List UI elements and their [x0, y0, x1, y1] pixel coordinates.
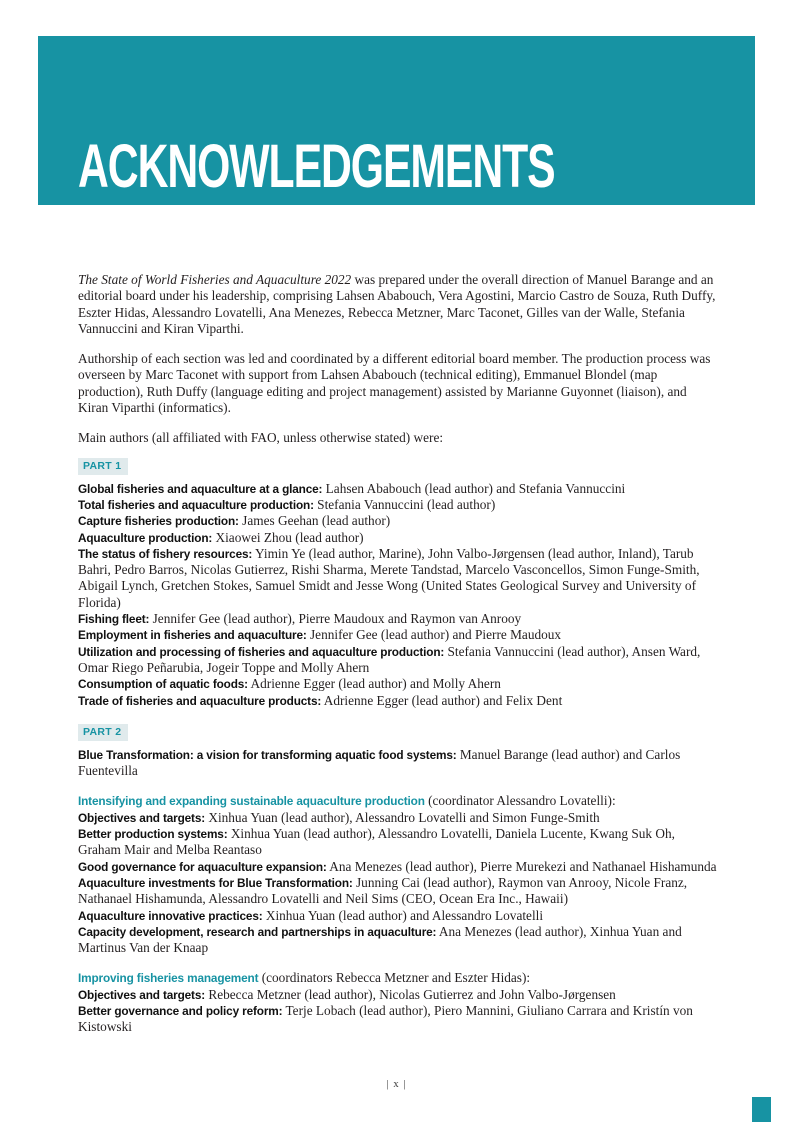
credit-entry [78, 530, 717, 546]
group-heading-tail: (coordinators Rebecca Metzner and Eszter Hidas): [258, 970, 531, 986]
credit-label: Fishing fleet: [78, 612, 150, 627]
credit-label: Objectives and targets: [78, 987, 206, 1002]
page-thumb-tab [752, 1097, 771, 1122]
part-2-section [78, 723, 717, 1036]
credit-label: Consumption of aquatic foods: [78, 677, 248, 692]
intro-paragraph-1 [78, 272, 717, 337]
credit-label: Aquaculture investments for Blue Transformation: [78, 875, 353, 890]
part-1-section [78, 457, 717, 709]
credit-text: Rebecca Metzner (lead author), Nicolas Gutierrez and John Valbo-Jørgensen [205, 986, 616, 1002]
credit-text: Adrienne Egger (lead author) and Molly Ahern [247, 676, 501, 692]
report-title-italic: The State of World Fisheries and Aquaculture 2022 [78, 272, 352, 287]
credit-entry [78, 826, 717, 859]
credit-text: Ana Menezes (lead author), Pierre Murekezi and Nathanael Hishamunda [326, 858, 717, 874]
credit-text: Xinhua Yuan (lead author) and Alessandro Lovatelli [262, 907, 544, 923]
credit-entry [78, 546, 717, 611]
fisheries-management-group-entries [78, 987, 717, 1036]
group-heading [78, 970, 717, 986]
credit-entry [78, 908, 717, 924]
group-heading [78, 793, 717, 809]
credit-entry [78, 497, 717, 513]
credit-entry [78, 481, 717, 497]
credit-label: Utilization and processing of fisheries and aquaculture production: [78, 644, 445, 659]
credit-entry [78, 747, 717, 780]
credit-entry [78, 513, 717, 529]
group-heading-label: Improving fisheries management [78, 971, 259, 986]
credit-entry [78, 693, 717, 709]
credit-text: Yimin Ye (lead author, Marine), John Valbo-Jørgensen (lead author, Inland), Tarub Bahri, Pedro Barros, Nicolas Gutierrez, Rishi Sharma, Merete Tandstad, Marcelo Vasconcellos, Simon Funge-Smith, Abigail Lynch, Gretchen Stokes, Samuel Smidt and Jesse Wong (United States Geological Survey and University of Florida) [78, 545, 700, 610]
credit-text: Stefania Vannuccini (lead author), Ansen Ward, Omar Riego Peñarubia, Jogeir Toppe and Molly Ahern [78, 643, 701, 675]
credit-label: Aquaculture production: [78, 530, 213, 545]
credit-label: Total fisheries and aquaculture production: [78, 497, 314, 512]
credit-entry [78, 924, 717, 957]
part-2-entries [78, 747, 717, 780]
credit-text: Jennifer Gee (lead author), Pierre Maudoux and Raymon van Anrooy [149, 611, 522, 627]
credit-label: Objectives and targets: [78, 810, 206, 825]
part-1-entries [78, 481, 717, 709]
page-number: | x | [386, 1079, 407, 1090]
credit-entry [78, 676, 717, 692]
credit-text: Ana Menezes (lead author), Xinhua Yuan and Martinus Van der Knaap [78, 923, 682, 956]
credit-entry [78, 875, 717, 908]
credit-text: Xinhua Yuan (lead author), Alessandro Lovatelli and Simon Funge-Smith [205, 809, 600, 825]
credit-label: Better governance and policy reform: [78, 1003, 283, 1018]
credit-label: Capture fisheries production: [78, 514, 239, 529]
credit-text: Terje Lobach (lead author), Piero Mannini, Giuliano Carrara and Kristín von Kistowski [78, 1002, 693, 1035]
page-title: ACKNOWLEDGEMENTS [78, 132, 555, 200]
credit-label: Good governance for aquaculture expansion: [78, 859, 327, 874]
credit-text: Xiaowei Zhou (lead author) [212, 529, 364, 545]
credit-entry [78, 810, 717, 826]
credit-label: Blue Transformation: a vision for transforming aquatic food systems: [78, 747, 457, 762]
credit-label: Aquaculture innovative practices: [78, 908, 263, 923]
aquaculture-group [78, 793, 717, 956]
credit-text: Adrienne Egger (lead author) and Felix Dent [321, 692, 563, 708]
intro-paragraph-2: Authorship of each section was led and coordinated by a different editorial board member. The production process was overseen by Marc Taconet with support from Lahsen Ababouch (technical editing), Emmanuel Blondel (map production), Ruth Duffy (language editing and project management) assisted by Marianne Guyonnet (liaison), and Kiran Viparthi (informatics). [78, 351, 711, 416]
part-2-badge: PART 2 [78, 724, 128, 741]
credit-text: James Geehan (lead author) [238, 513, 391, 529]
credit-entry [78, 987, 717, 1003]
credit-label: Employment in fisheries and aquaculture: [78, 628, 307, 643]
chapter-banner [38, 36, 755, 205]
credit-entry [78, 611, 717, 627]
intro-paragraph-3: Main authors (all affiliated with FAO, unless otherwise stated) were: [78, 430, 444, 446]
credit-label: Capacity development, research and partnerships in aquaculture: [78, 924, 437, 939]
credit-label: Trade of fisheries and aquaculture products: [78, 693, 322, 708]
credit-label: The status of fishery resources: [78, 546, 253, 561]
credit-entry [78, 644, 717, 677]
credit-text: Stefania Vannuccini (lead author) [313, 496, 496, 512]
intro-paragraph-1-text: was prepared under the overall direction of Manuel Barange and an editorial board under his leadership, comprising Lahsen Ababouch, Vera Agostini, Marcio Castro de Souza, Ruth Duffy, Eszter Hidas, Alessandro Lovatelli, Ana Menezes, Rebecca Metzner, Marc Taconet, Gilles van der Walle, Stefania Vannuccini and Kiran Viparthi. [78, 272, 716, 336]
group-heading-label: Intensifying and expanding sustainable aquaculture production [78, 794, 425, 809]
credit-text: Jennifer Gee (lead author) and Pierre Maudoux [306, 627, 562, 643]
part-1-badge: PART 1 [78, 458, 128, 475]
group-heading-tail: (coordinator Alessandro Lovatelli): [424, 793, 616, 809]
credit-entry [78, 859, 717, 875]
credit-text: Xinhua Yuan (lead author), Alessandro Lovatelli, Daniela Lucente, Kwang Suk Oh, Graham Mair and Melba Reantaso [78, 826, 675, 858]
credit-label: Global fisheries and aquaculture at a glance: [78, 481, 323, 496]
credit-text: Junning Cai (lead author), Raymon van Anrooy, Nicole Franz, Nathanael Hishamunda, Alessandro Lovatelli and Neil Sims (CEO, Ocean Era Inc., Hawaii) [78, 874, 688, 907]
credit-text: Manuel Barange (lead author) and Carlos Fuentevilla [78, 746, 681, 779]
page-content [78, 272, 717, 1050]
fisheries-management-group [78, 970, 717, 1035]
credit-text: Lahsen Ababouch (lead author) and Stefania Vannuccini [322, 480, 626, 496]
credit-entry [78, 1003, 717, 1036]
credit-entry [78, 627, 717, 643]
aquaculture-group-entries [78, 810, 717, 957]
credit-label: Better production systems: [78, 827, 228, 842]
